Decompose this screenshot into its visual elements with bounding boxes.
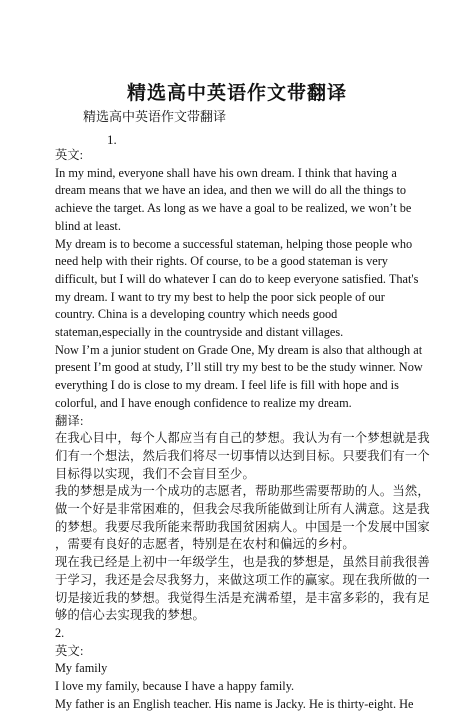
text-line-cn: 现在我已经是上初中一年级学生，也是我的梦想是，虽然目前我很善 [55,555,430,570]
text-line: present I’m good at study, I’ll still try my best to be the study winner. Now [55,360,423,375]
text-line-cn: 的梦想。我要尽我所能来帮助我国贫困病人。中国是一个发展中国家 [55,519,430,534]
label-translation: 翻译: [55,413,84,428]
text-line: country. China is a developing country which needs good [55,307,338,322]
text-line: Now I’m a junior student on Grade One, My dream is also that although at [55,342,423,357]
page-title: 精选高中英语作文带翻译 [126,83,347,104]
text-line: achieve the target. As long as we have a goal to be realized, we won’t be [55,201,412,216]
text-line: stateman,especially in the countryside and distant villages. [55,325,344,340]
section-number-1: 1. [107,132,117,147]
text-line-cn: 们有一个想法，然后我们将尽一切事情以达到目标。只要我们有一个 [55,448,430,463]
text-line-cn: 做一个好是非常困难的，但我会尽我所能做到让所有人满意。这是我 [55,502,430,517]
text-line-cn: ，需要有良好的志愿者，特别是在农村和偏远的乡村。 [55,537,355,552]
text-line: everything I do is close to my dream. I feel life is fill with hope and is [55,378,399,393]
text-line: dream means that we have an idea, and then we will do all the things to [55,183,407,198]
text-line: difficult, but I will do whatever I can do to keep everyone satisfied. That's [55,271,419,286]
text-line: My dream is to become a successful stateman, helping those people who [55,236,413,251]
page-subtitle: 精选高中英语作文带翻译 [83,109,227,124]
document-body [55,147,430,714]
text-line-cn: 切是接近我的梦想。我觉得生活是充满希望，是丰富多彩的，我有足 [55,590,430,605]
text-line: blind at least. [55,218,121,233]
text-line-cn: 于学习，我还是会尽我努力，来做这项工作的赢家。现在我所做的一 [55,572,430,587]
essay-title: My family [55,661,108,676]
text-line: colorful, and I have enough confidence to realize my dream. [55,395,352,410]
text-line: In my mind, everyone shall have his own dream. I think that having a [55,165,397,180]
section-number-2: 2. [55,625,65,640]
label-english: 英文: [55,148,84,162]
text-line: My father is an English teacher. His name is Jacky. He is thirty-eight. He [55,696,414,711]
text-line-cn: 在我心目中，每个人都应当有自己的梦想。我认为有一个梦想就是我 [55,431,430,446]
text-line-cn: 够的信心去实现我的梦想。 [55,608,205,623]
text-line: I love my family, because I have a happy family. [55,679,295,694]
label-english: 英文: [55,643,84,658]
text-line-cn: 目标得以实现，我们不会盲目至少。 [55,466,255,481]
text-line-cn: 我的梦想是成为一个成功的志愿者，帮助那些需要帮助的人。当然， [55,484,430,499]
text-line: need help with their rights. Of course, to be a good stateman is very [55,254,388,269]
text-line: my dream. I want to try my best to help the poor sick people of our [55,289,385,304]
